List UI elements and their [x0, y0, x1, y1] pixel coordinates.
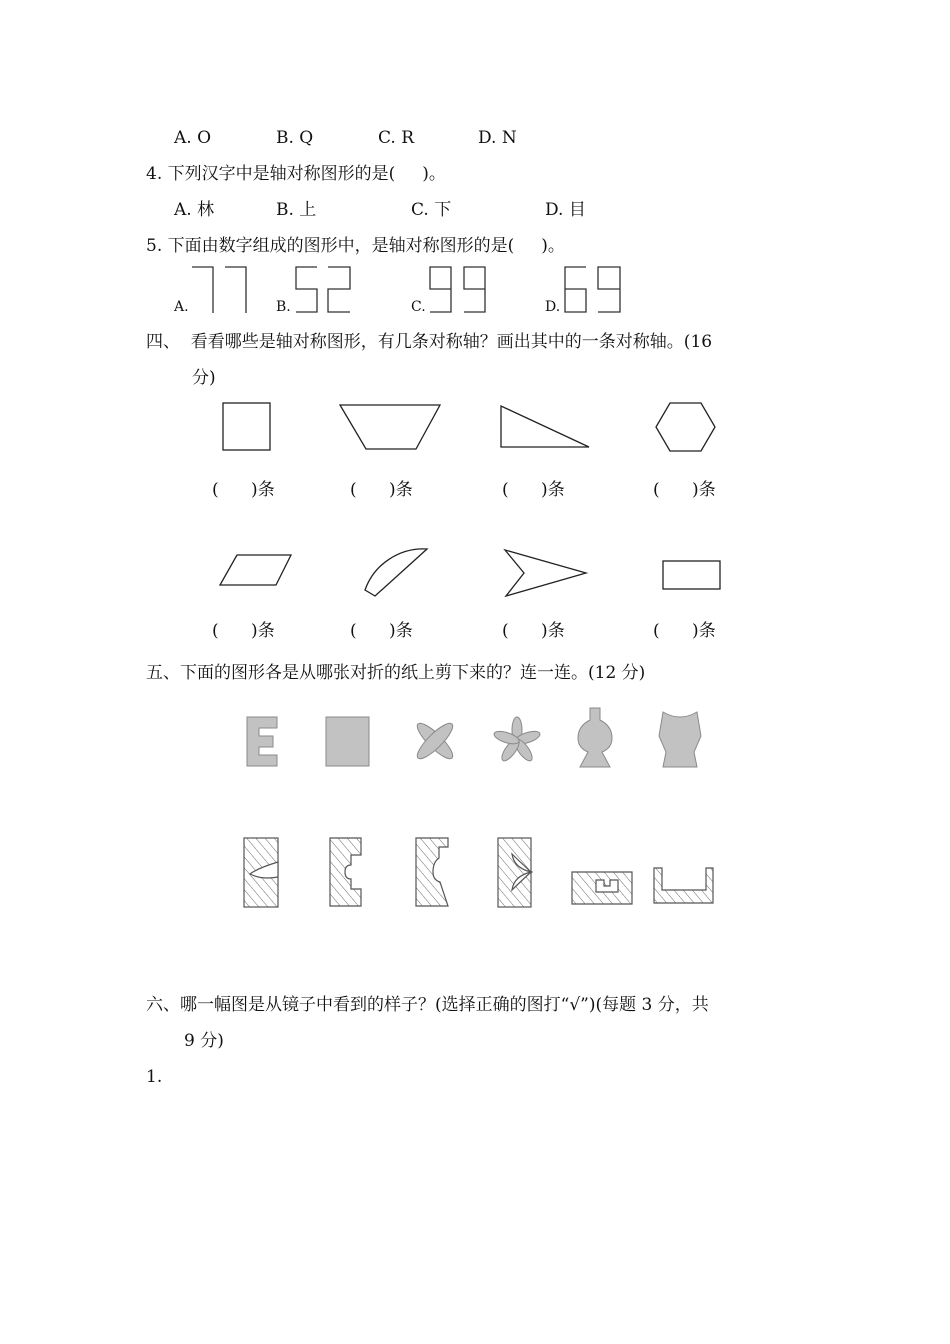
vase-cutout: [578, 708, 612, 767]
blank-sector: ( )条: [350, 621, 413, 641]
q5-option-c-letter: C.: [411, 299, 426, 315]
q3-option-d: D. N: [478, 128, 517, 148]
blank-parallelogram: ( )条: [212, 621, 275, 641]
blank-square: ( )条: [212, 480, 275, 500]
sector-shape: [365, 549, 427, 596]
q3-option-b: B. Q: [276, 128, 314, 148]
vest-cutout: [659, 712, 701, 767]
section6-title: 六、哪一幅图是从镜子中看到的样子？(选择正确的图打“√”)(每题 3 分，共: [146, 995, 709, 1015]
q5-option-d-letter: D.: [545, 299, 561, 315]
square-shape: [223, 403, 270, 450]
q5-figure-99: [430, 267, 485, 312]
folded-paper-vase: [416, 838, 448, 906]
q4-option-c: C. 下: [411, 200, 452, 220]
q5-option-a-letter: A.: [174, 299, 189, 315]
square-cutout: [326, 717, 369, 766]
section6-title-continued: 9 分): [184, 1031, 224, 1051]
folded-paper-wide-u: [654, 868, 713, 903]
q5-stem: 5. 下面由数字组成的图形中，是轴对称图形的是( )。: [146, 236, 565, 256]
q5-figure-77: [192, 267, 246, 313]
folded-paper-semicircle: [330, 838, 361, 906]
letter-e-cutout: [247, 717, 277, 766]
section5-title: 五、下面的图形各是从哪张对折的纸上剪下来的？连一连。(12 分): [146, 663, 646, 683]
q4-option-d: D. 目: [545, 200, 586, 220]
parallelogram-shape: [220, 555, 291, 585]
q4-option-a: A. 林: [174, 200, 215, 220]
q4-option-b: B. 上: [276, 200, 317, 220]
arrowhead-shape: [505, 550, 586, 596]
q5-figure-52: [296, 267, 350, 312]
trapezoid-shape: [340, 405, 440, 449]
q3-option-a: A. O: [174, 128, 212, 148]
five-petal-flower-cutout: [493, 717, 542, 763]
blank-rectangle: ( )条: [653, 621, 716, 641]
four-petal-flower-cutout: [413, 719, 457, 763]
blank-hexagon: ( )条: [653, 480, 716, 500]
hexagon-shape: [656, 403, 715, 451]
folded-paper-petal-2: [498, 838, 531, 907]
blank-arrowhead: ( )条: [502, 621, 565, 641]
blank-trapezoid: ( )条: [350, 480, 413, 500]
rectangle-shape: [663, 561, 720, 589]
q5-figure-69: [565, 267, 620, 312]
right-triangle-shape: [501, 406, 589, 447]
section4-title: 四、 看看哪些是轴对称图形，有几条对称轴？画出其中的一条对称轴。(16: [146, 332, 713, 352]
section6-item-1: 1.: [146, 1067, 163, 1087]
folded-paper-small-u: [572, 872, 632, 904]
blank-right-triangle: ( )条: [502, 480, 565, 500]
section4-title-continued: 分): [192, 368, 216, 388]
q5-option-b-letter: B.: [276, 299, 291, 315]
q4-stem: 4. 下列汉字中是轴对称图形的是( )。: [146, 164, 446, 184]
q3-option-c: C. R: [378, 128, 415, 148]
folded-paper-petal: [244, 838, 278, 907]
